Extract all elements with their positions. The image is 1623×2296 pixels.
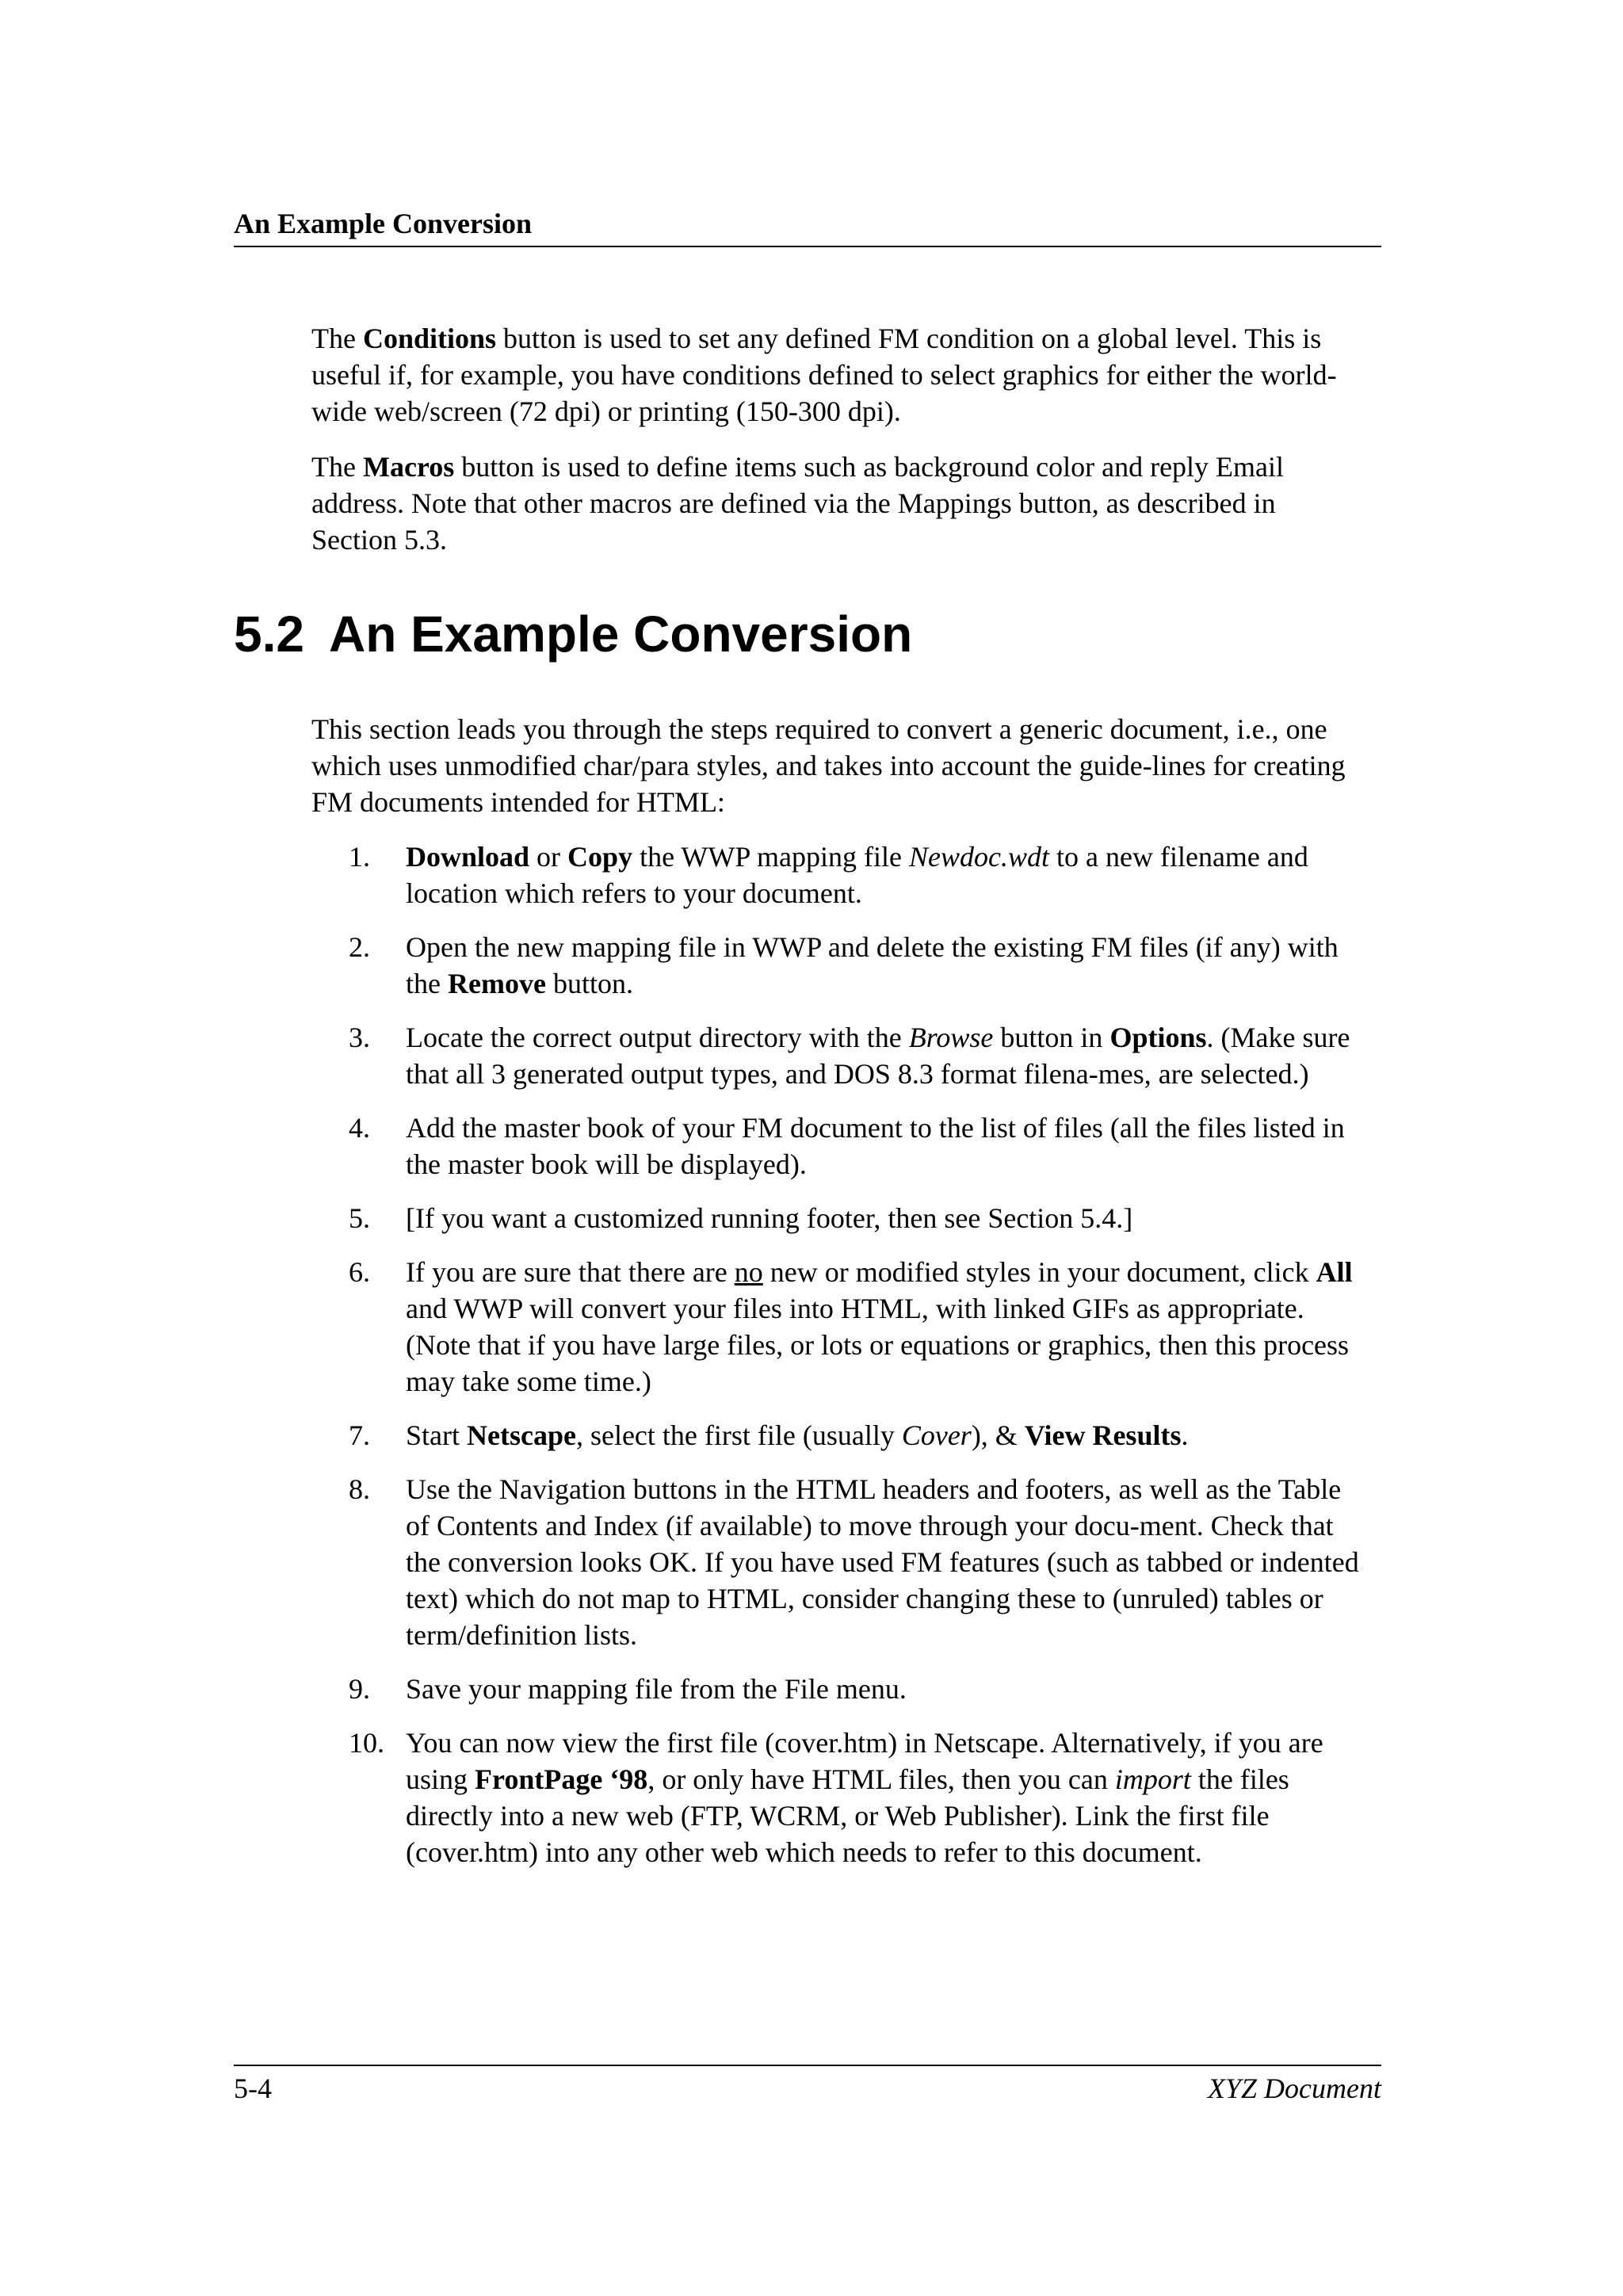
step-number: 2. <box>349 931 370 963</box>
section-title: An Example Conversion <box>329 606 913 663</box>
step-number: 7. <box>349 1419 370 1451</box>
step-number: 1. <box>349 841 370 873</box>
running-head: An Example Conversion <box>234 204 1381 247</box>
footer-rule <box>234 2065 1381 2066</box>
step-item: 9. Save your mapping file from the File menu. <box>349 1671 1371 1707</box>
document-title: XYZ Document <box>1208 2073 1381 2104</box>
step-item: 1. Download or Copy the WWP mapping file Newdoc.wdt to a new filename and location which refers to your document. <box>349 839 1371 911</box>
step-item: 8. Use the Navigation buttons in the HTML headers and footers, as well as the Table of Contents and Index (if available) to move through your docu-ment. Check that the conversion looks OK. If you have used FM features (such as tabbed or indented text) which do not map to HTML, consider changing these to (unruled) tables or term/definition lists. <box>349 1471 1371 1653</box>
conditions-term: Conditions <box>362 323 497 354</box>
step-item: 5. [If you want a customized running footer, then see Section 5.4.] <box>349 1200 1371 1236</box>
step-number: 6. <box>349 1256 370 1288</box>
step-number: 3. <box>349 1022 370 1053</box>
step-item: 7. Start Netscape, select the first file (usually Cover), & View Results. <box>349 1417 1371 1454</box>
step-item: 3. Locate the correct output directory with the Browse button in Options. (Make sure that all 3 generated output types, and DOS 8.3 format filena-mes, are selected.) <box>349 1019 1371 1092</box>
section-heading <box>234 602 912 666</box>
step-item: 4. Add the master book of your FM document to the list of files (all the files listed in the master book will be displayed). <box>349 1110 1371 1182</box>
step-item: 10. You can now view the first file (cover.htm) in Netscape. Alternatively, if you are using FrontPage ‘98, or only have HTML files, then you can import the files directly into a new web (FTP, WCRM, or Web Publisher). Link the first file (cover.htm) into any other web which needs to refer to this document. <box>349 1725 1371 1870</box>
step-item: 6. If you are sure that there are no new or modified styles in your document, click All and WWP will convert your files into HTML, with linked GIFs as appropriate. (Note that if you have large files, or lots or equations or graphics, then this process may take some time.) <box>349 1254 1371 1400</box>
step-number: 5. <box>349 1202 370 1234</box>
conditions-paragraph: The Conditions button is used to set any defined FM condition on a global level. This is useful if, for example, you have conditions defined to select graphics for either the world-wide web/screen (72 dpi) or printing (150-300 dpi). <box>311 323 1337 427</box>
page-number: 5-4 <box>234 2073 272 2104</box>
macros-term: Macros <box>362 451 455 483</box>
steps-list <box>349 839 1371 1888</box>
macros-paragraph: The Macros button is used to define items such as background color and reply Email address. Note that other macros are defined via the Mappings button, as described in Section 5.3. <box>311 451 1285 556</box>
step-number: 9. <box>349 1673 370 1705</box>
step-number: 4. <box>349 1112 370 1144</box>
intro-paragraph: This section leads you through the steps required to convert a generic document, i.e., one which uses unmodified char/para styles, and takes into account the guide-lines for creating FM documents intended for HTML: <box>311 713 1346 818</box>
step-number: 10. <box>349 1727 384 1759</box>
step-number: 8. <box>349 1473 370 1505</box>
step-item: 2. Open the new mapping file in WWP and delete the existing FM files (if any) with the Remove button. <box>349 929 1371 1002</box>
section-number: 5.2 <box>234 606 304 663</box>
